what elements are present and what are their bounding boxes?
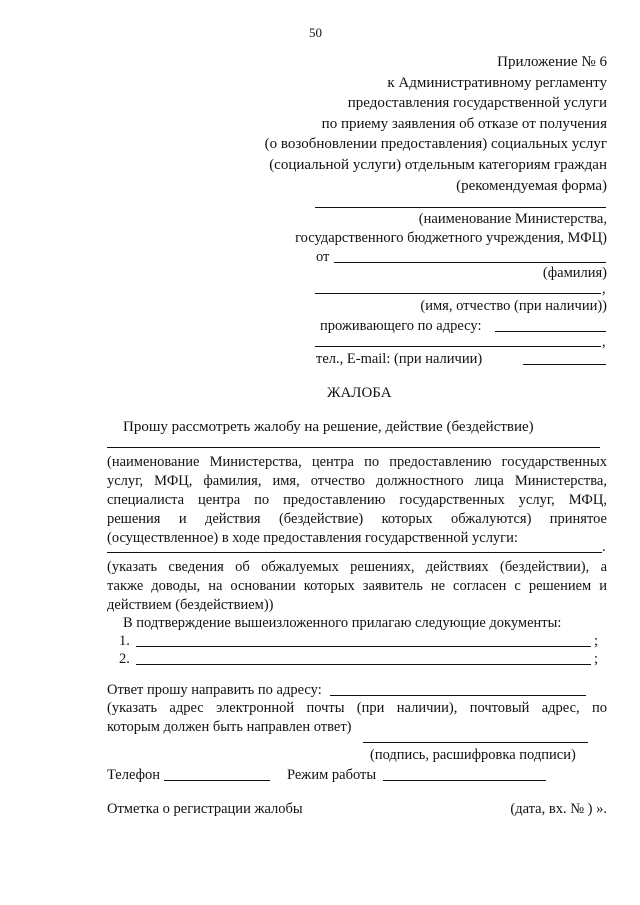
item-end: ;: [594, 633, 599, 649]
ministry-caption-1: (наименование Министерства,: [418, 211, 607, 227]
appendix-line: Приложение № 6: [497, 54, 607, 70]
appendix-line: предоставления государственной услуги: [347, 95, 607, 111]
address-line-2[interactable]: [315, 346, 601, 347]
attachments-line: В подтверждение вышеизложенного прилагаю следующие документы:: [123, 615, 562, 631]
caption-2-line: (указать сведения об обжалуемых решениях, действиях (бездействии), а: [107, 559, 607, 575]
caption-1-line: (наименование Министерства, центра по предоставлению государственных: [107, 454, 607, 470]
phone-label: Телефон: [107, 767, 160, 783]
phone-line[interactable]: [164, 780, 270, 781]
answer-label: Ответ прошу направить по адресу:: [107, 682, 322, 698]
form-note: (рекомендуемая форма): [456, 178, 607, 194]
caption-2-line: также доводы, на основании которых заявитель не согласен с решением и: [107, 578, 607, 594]
name-comma: ,: [602, 281, 606, 297]
caption-1-line: специалиста центра по предоставлению государственных услуг, МФЦ,: [107, 492, 607, 508]
registration-label: Отметка о регистрации жалобы: [107, 801, 303, 817]
request-line: Прошу рассмотреть жалобу на решение, действие (бездействие): [123, 419, 534, 435]
ministry-name-line[interactable]: [315, 207, 606, 208]
address-comma: ,: [602, 334, 606, 350]
date-label: (дата, вх. № ) ».: [510, 801, 607, 817]
appendix-block: [265, 52, 607, 175]
work-mode-label: Режим работы: [287, 767, 377, 783]
work-mode-line[interactable]: [383, 780, 546, 781]
caption-1-line: услуг, МФЦ, фамилия, имя, отчество должностного лица Министерства,: [107, 473, 607, 489]
item-end: ;: [594, 651, 599, 667]
attachment-1-line[interactable]: [136, 646, 591, 647]
name-line[interactable]: [315, 293, 601, 294]
address-line-1[interactable]: [495, 331, 606, 332]
appendix-line: (социальной услуги) отдельным категориям граждан: [269, 156, 607, 173]
contact-label: тел., E-mail: (при наличии): [316, 351, 483, 367]
decision-details-line[interactable]: [107, 552, 602, 553]
answer-caption-line: (указать адрес электронной почты (при наличии), почтовый адрес, по: [107, 700, 607, 716]
name-caption: (имя, отчество (при наличии)): [420, 298, 607, 314]
details-period: .: [602, 539, 606, 555]
answer-address-line[interactable]: [330, 695, 586, 696]
item-number: 1.: [119, 633, 130, 649]
item-number: 2.: [119, 651, 130, 667]
document-title: ЖАЛОБА: [327, 385, 392, 401]
appendix-line: (о возобновлении предоставления) социальных услуг: [264, 136, 607, 152]
surname-line[interactable]: [334, 262, 606, 263]
signature-line[interactable]: [363, 742, 588, 743]
appendix-line: по приему заявления об отказе от получения: [321, 115, 607, 132]
page-number: 50: [309, 25, 322, 40]
ministry-caption-2: государственного бюджетного учреждения, МФЦ): [295, 230, 607, 246]
signature-caption: (подпись, расшифровка подписи): [370, 747, 576, 763]
appendix-line: к Административному регламенту: [387, 74, 607, 91]
attachment-2-line[interactable]: [136, 664, 591, 665]
address-label: проживающего по адресу:: [320, 318, 482, 334]
surname-caption: (фамилия): [542, 265, 607, 281]
caption-1-line: (осуществленное) в ходе предоставления государственной услуги:: [107, 530, 518, 546]
caption-2-line: действием (бездействием)): [107, 597, 274, 613]
contact-line[interactable]: [523, 364, 606, 365]
caption-1-line: решения и действия (бездействие) которых обжалуются) принятое: [107, 511, 607, 527]
complaint-subject-line[interactable]: [107, 447, 600, 448]
from-label: от: [316, 249, 330, 265]
answer-caption-line: которым должен быть направлен ответ): [107, 719, 352, 735]
